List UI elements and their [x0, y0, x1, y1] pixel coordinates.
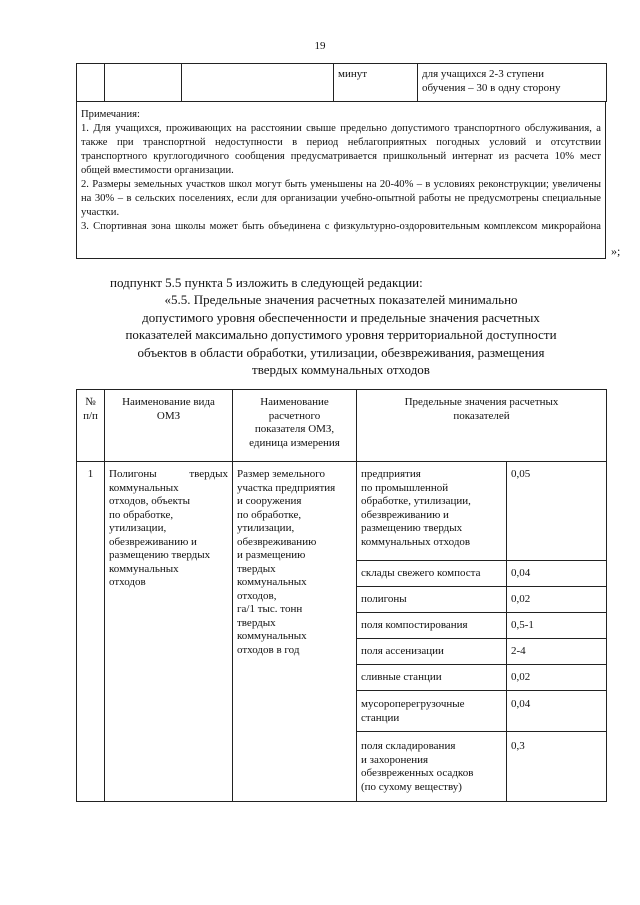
row-indicator-line: и размещению [237, 549, 306, 561]
note-item-2: 2. Размеры земельных участков школ могут быть уменьшены на 20-40% – в условиях реконструкции; увеличены на 30% – в сельских поселениях, если для организации учебно-опытной работы не предусмотрены специальные участки. [81, 179, 601, 218]
table-header-row [77, 390, 607, 462]
intro-text: подпункт 5.5 пункта 5 изложить в следующей редакции: [110, 275, 423, 290]
value-label-line: поля складирования [361, 740, 456, 752]
header-line: № [85, 396, 96, 408]
value-label: полигоны [357, 587, 507, 613]
row-name-line: коммунальных [109, 481, 179, 494]
section-heading [76, 291, 606, 379]
value-label-line: обезвреживанию и [361, 508, 449, 521]
value-label-line: по промышленной [361, 481, 449, 494]
header-line: Наименование [260, 396, 329, 408]
value-label [357, 691, 507, 732]
table-row [77, 462, 607, 561]
row-indicator-line: отходов в год [237, 643, 300, 656]
row-indicator-line: коммунальных [237, 630, 307, 642]
heading-line: показателей максимально допустимого уровня территориальной доступности [125, 327, 557, 343]
page-number: 19 [314, 40, 326, 52]
value-label-line: и захоронения [361, 753, 429, 766]
value-label-line: коммунальных отходов [361, 535, 471, 548]
row-indicator-line: и сооружения [237, 495, 302, 507]
header-line: Предельные значения расчетных [404, 396, 559, 408]
row-indicator-line: га/1 тыс. тонн [237, 603, 303, 615]
row-indicator-line: участка предприятия [237, 481, 336, 494]
value-number: 0,3 [507, 732, 607, 802]
value-label-line: предприятия [361, 468, 421, 480]
continuation-cell-empty [182, 64, 334, 102]
continuation-table [76, 63, 607, 102]
value-number: 0,02 [507, 587, 607, 613]
row-indicator-line: отходов, [237, 589, 277, 602]
row-name-line: отходов, объекты [109, 495, 191, 507]
header-name [105, 390, 233, 462]
value-label: поля компостирования [357, 613, 507, 639]
value-label-line: мусороперегрузочные [361, 698, 465, 710]
value-label: сливные станции [357, 665, 507, 691]
value-label-line: станции [361, 711, 400, 724]
row-indicator-line: обезвреживанию [237, 535, 317, 548]
row-name-line: Полигоны твердых [109, 468, 228, 480]
value-label: поля ассенизации [357, 639, 507, 665]
header-line: Наименование вида [122, 396, 215, 408]
row-name-line: по обработке, [109, 508, 174, 521]
value-number: 0,02 [507, 665, 607, 691]
row-num: 1 [77, 462, 105, 802]
heading-line: объектов в области обработки, утилизации, обезвреживания, размещения [137, 344, 545, 360]
continuation-unit: минут [334, 64, 418, 102]
row-indicator-line: твердых [237, 562, 276, 575]
header-line: ОМЗ [156, 409, 181, 422]
header-num [77, 390, 105, 462]
row-name-line: обезвреживанию и [109, 535, 197, 548]
heading-line: допустимого уровня обеспеченности и предельные значения расчетных [142, 309, 540, 325]
continuation-note-line: обучения – 30 в одну сторону [422, 82, 561, 94]
indicators-table [76, 389, 607, 802]
header-line: показателей [453, 409, 510, 422]
row-name-line: размещению твердых [109, 549, 211, 561]
notes-box [76, 101, 606, 259]
value-label-line: (по сухому веществу) [361, 780, 462, 793]
value-label-line: обработке, утилизации, [361, 495, 471, 507]
value-label: склады свежего компоста [357, 561, 507, 587]
row-indicator-line: коммунальных [237, 576, 307, 588]
notes-title: Примечания: [81, 109, 140, 120]
value-number: 0,05 [507, 462, 607, 561]
value-label [357, 462, 507, 561]
header-indicator [233, 390, 357, 462]
continuation-cell-empty [105, 64, 182, 102]
closing-quote: »; [611, 244, 621, 258]
note-item-3: 3. Спортивная зона школы может быть объединена с физкультурно-оздоровительным комплексом микрорайона [81, 221, 601, 232]
row-indicator [233, 462, 357, 802]
header-line: единица измерения [249, 436, 340, 449]
heading-line: «5.5. Предельные значения расчетных показателей минимально [164, 292, 518, 307]
continuation-note-line: для учащихся 2-3 ступени [422, 68, 545, 80]
value-label-line: размещению твердых [361, 522, 463, 534]
heading-line: твердых коммунальных отходов [252, 362, 430, 378]
header-limits [357, 390, 607, 462]
row-name-line: отходов [109, 576, 146, 588]
value-label-line: обезвреженных осадков [361, 767, 474, 779]
row-indicator-line: Размер земельного [237, 468, 325, 480]
row-name-line: коммунальных [109, 562, 179, 575]
value-number: 0,04 [507, 561, 607, 587]
row-name [105, 462, 233, 802]
value-number: 0,04 [507, 691, 607, 732]
value-number: 2-4 [507, 639, 607, 665]
header-line: расчетного [268, 409, 321, 422]
row-indicator-line: твердых [237, 616, 276, 629]
row-indicator-line: утилизации, [237, 522, 295, 534]
value-number: 0,5-1 [507, 613, 607, 639]
continuation-cell-empty [77, 64, 105, 102]
note-item-1: 1. Для учащихся, проживающих на расстоянии свыше предельно допустимого транспортного обслуживания, а также при транспортной недоступности в период неблагоприятных погодных условий и отсутствии транспортного круглогодичного сообщения предусматривается пришкольный интернат из расчета 10% мест общей вместимости организации. [81, 123, 601, 176]
row-indicator-line: по обработке, [237, 508, 302, 521]
continuation-note [418, 64, 607, 102]
value-label [357, 732, 507, 802]
header-line: п/п [83, 409, 98, 422]
row-name-line: утилизации, [109, 522, 167, 534]
header-line: показателя ОМЗ, [254, 423, 335, 435]
